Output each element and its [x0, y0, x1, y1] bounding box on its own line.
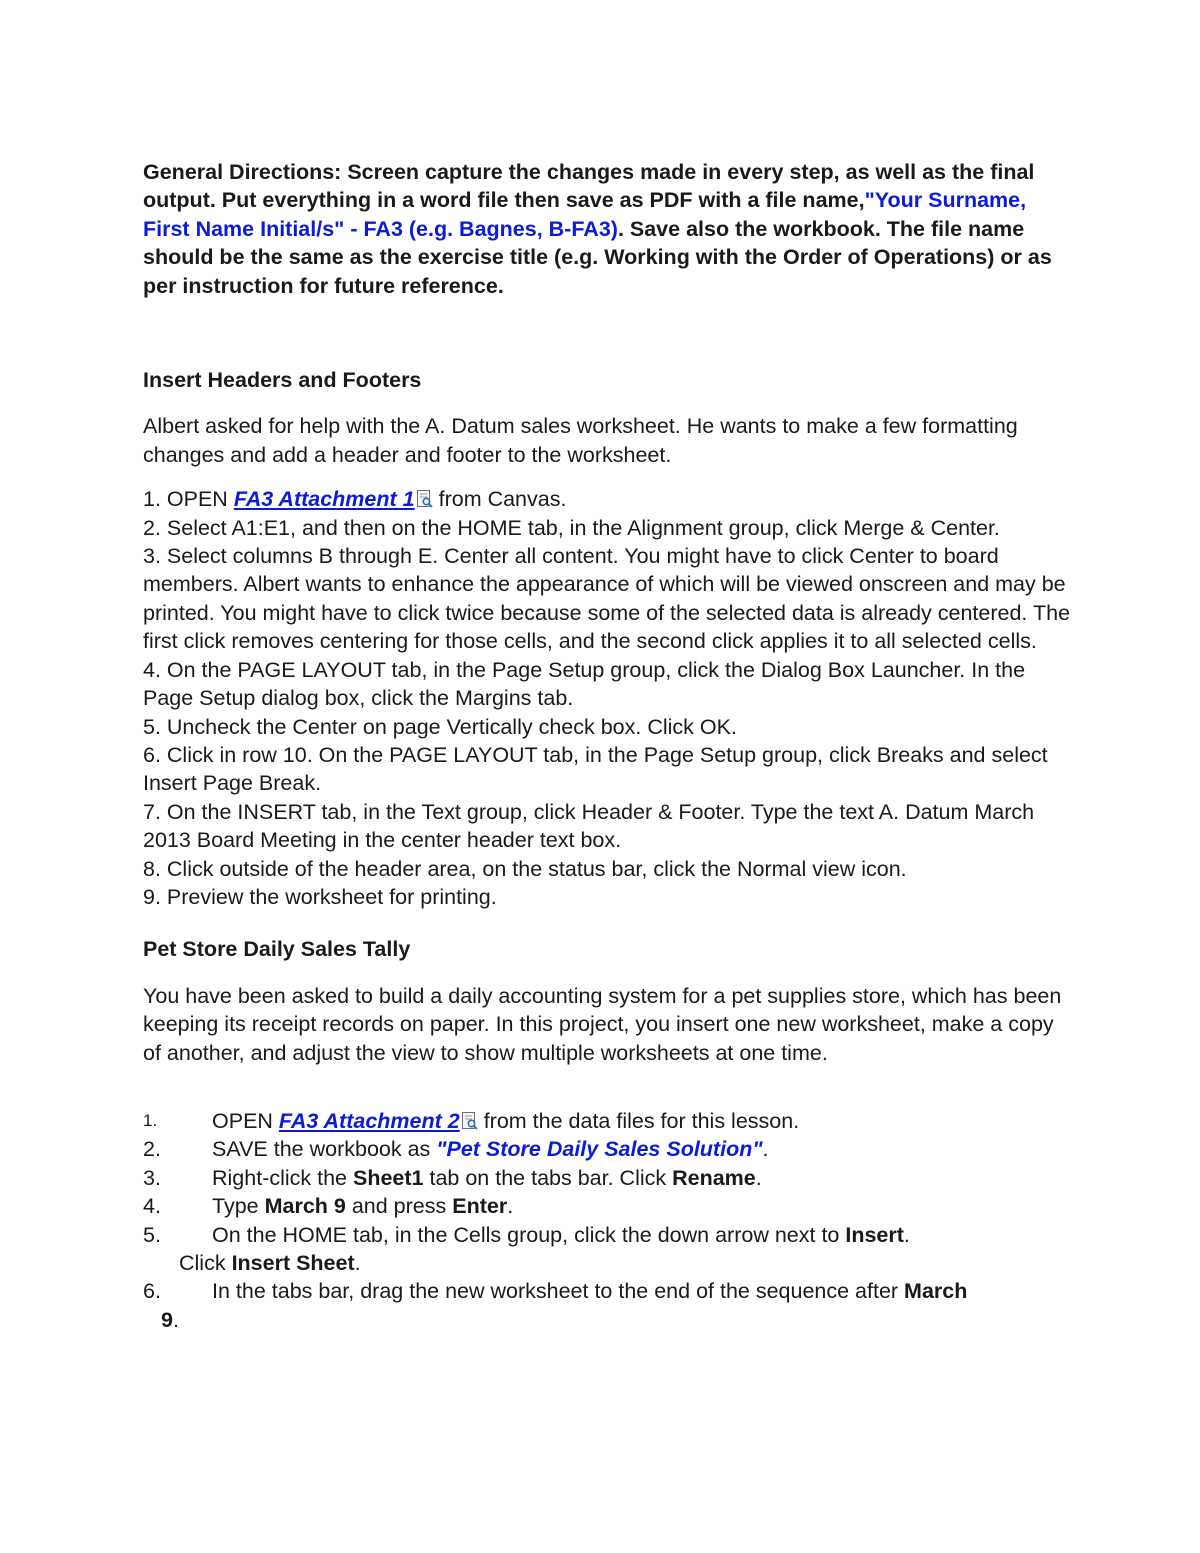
insert-sheet-term: Insert Sheet — [231, 1251, 355, 1275]
step-5: 5. Uncheck the Center on page Vertically check box. Click OK. — [143, 714, 737, 739]
step-6: 6. Click in row 10. On the PAGE LAYOUT tab, in the Page Setup group, click Breaks and select Insert Page Break. — [143, 742, 1048, 796]
document-page — [143, 158, 1073, 1334]
pet-step-2 — [143, 1135, 1073, 1163]
fa3-attachment-1-link[interactable]: FA3 Attachment 1 — [233, 487, 415, 512]
sheet1-term: Sheet1 — [353, 1165, 424, 1190]
pet-step-5-cont-text: Click — [179, 1251, 232, 1275]
attachment-document-icon — [461, 1111, 478, 1130]
filename-format: "Your Surname, First Name Initial/s" - FA3 (e.g. Bagnes, B-FA3) — [143, 188, 1027, 241]
pet-step-number: 1. — [143, 1110, 158, 1130]
enter-term: Enter — [452, 1194, 508, 1219]
pet-step-4-text-2: and press — [345, 1194, 453, 1219]
pet-step-5-cont-end: . — [354, 1251, 361, 1275]
section1-intro: Albert asked for help with the A. Datum sales worksheet. He wants to make a few formatting changes and add a header and footer to the worksheet. — [143, 414, 1018, 467]
pet-step-3-end: . — [755, 1165, 762, 1190]
pet-step-4-text: Type — [212, 1194, 265, 1219]
step-9: 9. Preview the worksheet for printing. — [143, 884, 497, 909]
pet-step-number: 2. — [143, 1137, 161, 1162]
step-4: 4. On the PAGE LAYOUT tab, in the Page Setup group, click the Dialog Box Launcher. In the Page Setup dialog box, click the Margins tab. — [143, 657, 1026, 711]
march-term: March — [904, 1279, 968, 1304]
section-heading-pet-store: Pet Store Daily Sales Tally — [143, 937, 411, 962]
step-8: 8. Click outside of the header area, on the status bar, click the Normal view icon. — [143, 856, 907, 881]
section2-steps — [143, 1107, 1073, 1334]
pet-step-1-suffix: from the data files for this lesson. — [477, 1108, 800, 1133]
section2-intro: You have been asked to build a daily accounting system for a pet supplies store, which has been keeping its receipt records on paper. In this project, you insert one new worksheet, make a copy of another, and adjust the view to show multiple worksheets at one time. — [143, 983, 1062, 1065]
insert-term: Insert — [845, 1222, 904, 1247]
pet-step-3-text-2: tab on the tabs bar. Click — [423, 1165, 673, 1190]
general-directions — [143, 158, 1073, 300]
general-directions-text-end: . Save also the workbook. The file name should be the same as the exercise title (e.g. Working with the Order of Operations) or as per instruction for future reference. — [143, 216, 1052, 298]
pet-step-5-text: On the HOME tab, in the Cells group, click the down arrow next to — [212, 1222, 846, 1247]
pet-step-number: 5. — [143, 1222, 161, 1247]
solution-filename: "Pet Store Daily Sales Solution" — [436, 1137, 763, 1162]
general-directions-label: General Directions: — [143, 160, 342, 184]
pet-step-number: 6. — [143, 1279, 161, 1304]
pet-step-number: 4. — [143, 1194, 161, 1219]
step-2: 2. Select A1:E1, and then on the HOME tab, in the Alignment group, click Merge & Center. — [143, 515, 1000, 540]
step-1-prefix: 1. OPEN — [143, 487, 234, 512]
nine-term: 9 — [161, 1307, 173, 1332]
pet-step-4-end: . — [507, 1194, 514, 1219]
step-1-suffix: from Canvas. — [432, 487, 567, 512]
step-1 — [143, 485, 1073, 513]
fa3-attachment-2-link[interactable]: FA3 Attachment 2 — [278, 1108, 460, 1133]
march-9-term: March 9 — [264, 1194, 346, 1219]
general-directions-text: Screen capture the changes made in every step, as well as the final output. Put everything in a word file then save as PDF with a file name, — [143, 160, 1035, 213]
pet-step-5-end: . — [903, 1222, 910, 1247]
pet-step-3-text: Right-click the — [212, 1165, 353, 1190]
pet-step-3 — [143, 1164, 1073, 1192]
attachment-document-icon — [416, 489, 433, 508]
pet-step-1 — [143, 1107, 1073, 1135]
pet-step-6-end: . — [172, 1307, 179, 1332]
pet-step-2-suffix: . — [762, 1137, 769, 1162]
pet-step-5 — [143, 1221, 1073, 1249]
step-3: 3. Select columns B through E. Center all content. You might have to click Center to board members. Albert wants to enhance the appearance of which will be viewed onscreen and may be printed. You might have to click twice because some of the selected data is already centered. The first click removes centering for those cells, and the second click applies it to all selected cells. — [143, 544, 1071, 654]
step-7: 7. On the INSERT tab, in the Text group, click Header & Footer. Type the text A. Datum March 2013 Board Meeting in the center header text box. — [143, 799, 1035, 853]
pet-step-6-continued — [143, 1306, 1073, 1334]
pet-step-4 — [143, 1192, 1073, 1220]
pet-step-number: 3. — [143, 1165, 161, 1190]
pet-step-1-text: OPEN — [212, 1108, 279, 1133]
pet-step-6 — [143, 1277, 1073, 1305]
section-heading-headers-footers: Insert Headers and Footers — [143, 368, 422, 393]
rename-term: Rename — [672, 1165, 756, 1190]
pet-step-5-continued — [143, 1249, 1073, 1277]
pet-step-2-text: SAVE the workbook as — [212, 1137, 437, 1162]
pet-step-6-text: In the tabs bar, drag the new worksheet to the end of the sequence after — [212, 1279, 905, 1304]
section1-steps — [143, 485, 1073, 911]
